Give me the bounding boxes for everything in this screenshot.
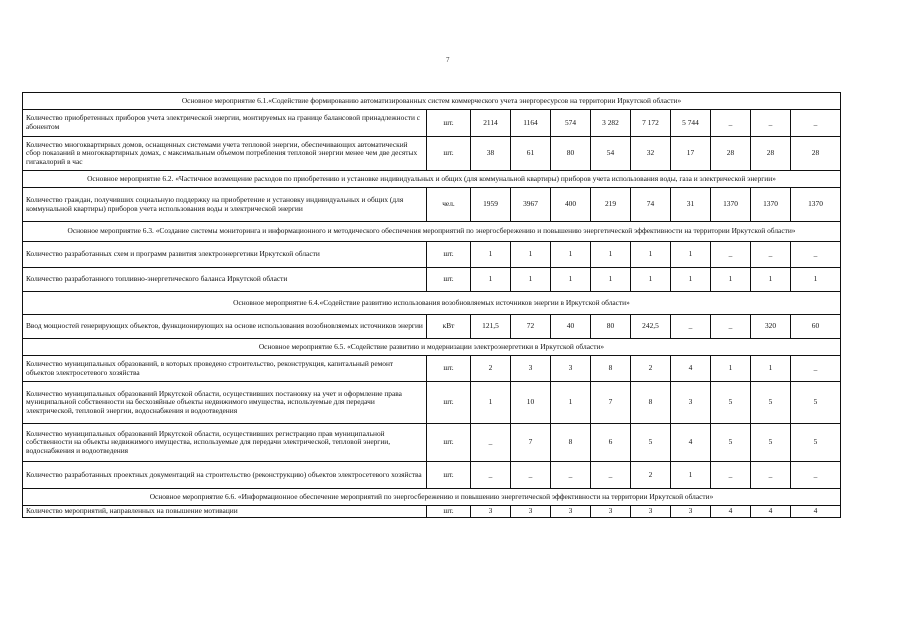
- value-cell: 1: [471, 382, 511, 424]
- indicator-label: Количество разработанных проектных документаций на строительство (реконструкцию) объектов электросетевого хозяйства: [23, 462, 427, 489]
- value-cell: 1: [591, 268, 631, 292]
- section-title: Основное мероприятие 6.4.«Содействие развитию использования возобновляемых источников энергии в Иркутской области»: [23, 292, 841, 315]
- unit-cell: шт.: [427, 137, 471, 171]
- value-cell: _: [791, 110, 841, 137]
- indicator-label: Количество муниципальных образований, в которых проведено строительство, реконструкция, капитальный ремонт объектов электросетевого хозяйства: [23, 356, 427, 382]
- value-cell: _: [711, 242, 751, 268]
- value-cell: 5: [711, 382, 751, 424]
- value-cell: 1: [751, 268, 791, 292]
- indicator-label: Количество мероприятий, направленных на повышение мотивации: [23, 506, 427, 518]
- value-cell: 1: [711, 268, 751, 292]
- value-cell: 40: [551, 315, 591, 339]
- value-cell: 3: [671, 506, 711, 518]
- value-cell: 1959: [471, 188, 511, 222]
- value-cell: 1370: [791, 188, 841, 222]
- indicator-label: Количество разработанных схем и программ развития электроэнергетики Иркутской области: [23, 242, 427, 268]
- value-cell: 74: [631, 188, 671, 222]
- value-cell: 1: [631, 268, 671, 292]
- unit-cell: шт.: [427, 462, 471, 489]
- value-cell: 54: [591, 137, 631, 171]
- section-title: Основное мероприятие 6.2. «Частичное возмещение расходов по приобретению и установке индивидуальных и общих (для коммунальной квартиры) приборов учета использования воды, газа и электрической энергии»: [23, 171, 841, 188]
- section-title: Основное мероприятие 6.1.«Содействие формированию автоматизированных систем коммерческого учета энергоресурсов на территории Иркутской области»: [23, 93, 841, 110]
- value-cell: 60: [791, 315, 841, 339]
- value-cell: 1: [551, 268, 591, 292]
- unit-cell: шт.: [427, 110, 471, 137]
- section-row: [23, 292, 841, 315]
- table-row: [23, 137, 841, 171]
- value-cell: 1370: [711, 188, 751, 222]
- value-cell: 72: [511, 315, 551, 339]
- section-title: Основное мероприятие 6.3. «Создание системы мониторинга и информационного и методического обеспечения мероприятий по энергосбережению и повышению энергетической эффективности на территории Иркутской области»: [23, 222, 841, 242]
- value-cell: 3: [511, 506, 551, 518]
- table-row: [23, 506, 841, 518]
- value-cell: _: [711, 315, 751, 339]
- value-cell: _: [791, 242, 841, 268]
- unit-cell: шт.: [427, 356, 471, 382]
- value-cell: 1: [551, 242, 591, 268]
- value-cell: 1164: [511, 110, 551, 137]
- value-cell: _: [751, 110, 791, 137]
- value-cell: 1: [671, 462, 711, 489]
- table-row: [23, 382, 841, 424]
- value-cell: 32: [631, 137, 671, 171]
- value-cell: _: [551, 462, 591, 489]
- value-cell: 4: [751, 506, 791, 518]
- value-cell: 17: [671, 137, 711, 171]
- indicator-label: Количество муниципальных образований Иркутской области, осуществивших регистрацию прав муниципальной собственности на объекты недвижимого имущества, используемые для передачи электрической, тепловой энергии, водоснабжения и водоотведения: [23, 424, 427, 462]
- value-cell: _: [791, 462, 841, 489]
- value-cell: 5: [711, 424, 751, 462]
- unit-cell: шт.: [427, 242, 471, 268]
- section-row: [23, 339, 841, 356]
- value-cell: _: [711, 462, 751, 489]
- unit-cell: кВт: [427, 315, 471, 339]
- value-cell: _: [751, 242, 791, 268]
- value-cell: _: [791, 356, 841, 382]
- table-row: [23, 242, 841, 268]
- value-cell: 61: [511, 137, 551, 171]
- table-row: [23, 356, 841, 382]
- value-cell: 28: [711, 137, 751, 171]
- value-cell: 3: [591, 506, 631, 518]
- table-row: [23, 188, 841, 222]
- value-cell: 3967: [511, 188, 551, 222]
- value-cell: 6: [591, 424, 631, 462]
- value-cell: 3: [551, 356, 591, 382]
- value-cell: 8: [591, 356, 631, 382]
- table-row: [23, 315, 841, 339]
- value-cell: _: [511, 462, 551, 489]
- value-cell: 28: [751, 137, 791, 171]
- value-cell: 8: [631, 382, 671, 424]
- value-cell: _: [671, 315, 711, 339]
- value-cell: 1: [471, 268, 511, 292]
- section-row: [23, 489, 841, 506]
- section-row: [23, 93, 841, 110]
- value-cell: 121,5: [471, 315, 511, 339]
- value-cell: 2: [631, 462, 671, 489]
- page-number: 7: [446, 56, 450, 64]
- value-cell: _: [471, 424, 511, 462]
- indicator-label: Ввод мощностей генерирующих объектов, функционирующих на основе использования возобновляемых источников энергии: [23, 315, 427, 339]
- value-cell: 219: [591, 188, 631, 222]
- value-cell: 3: [511, 356, 551, 382]
- indicators-table: [22, 92, 841, 518]
- value-cell: 3 282: [591, 110, 631, 137]
- value-cell: 4: [791, 506, 841, 518]
- value-cell: 10: [511, 382, 551, 424]
- value-cell: 3: [631, 506, 671, 518]
- value-cell: 1: [511, 242, 551, 268]
- value-cell: 574: [551, 110, 591, 137]
- value-cell: 1: [631, 242, 671, 268]
- value-cell: 1: [791, 268, 841, 292]
- value-cell: 38: [471, 137, 511, 171]
- value-cell: 5: [791, 382, 841, 424]
- value-cell: _: [711, 110, 751, 137]
- value-cell: 2: [471, 356, 511, 382]
- value-cell: 400: [551, 188, 591, 222]
- value-cell: 7: [511, 424, 551, 462]
- unit-cell: шт.: [427, 424, 471, 462]
- value-cell: 1: [471, 242, 511, 268]
- value-cell: 3: [551, 506, 591, 518]
- table-row: [23, 110, 841, 137]
- table-row: [23, 462, 841, 489]
- value-cell: 8: [551, 424, 591, 462]
- value-cell: 3: [471, 506, 511, 518]
- value-cell: 320: [751, 315, 791, 339]
- value-cell: 5: [751, 424, 791, 462]
- value-cell: 1370: [751, 188, 791, 222]
- unit-cell: чел.: [427, 188, 471, 222]
- value-cell: 1: [711, 356, 751, 382]
- value-cell: 1: [591, 242, 631, 268]
- value-cell: 7 172: [631, 110, 671, 137]
- value-cell: 2: [631, 356, 671, 382]
- value-cell: 1: [671, 242, 711, 268]
- table-row: [23, 424, 841, 462]
- value-cell: 31: [671, 188, 711, 222]
- value-cell: 1: [511, 268, 551, 292]
- table-row: [23, 268, 841, 292]
- section-title: Основное мероприятие 6.6. «Информационное обеспечение мероприятий по энергосбережению и повышению энергетической эффективности на территории Иркутской области»: [23, 489, 841, 506]
- value-cell: _: [591, 462, 631, 489]
- value-cell: 7: [591, 382, 631, 424]
- indicator-label: Количество граждан, получивших социальную поддержку на приобретение и установку индивидуальных и общих (для коммунальной квартиры) приборов учета использования воды и электрической энергии: [23, 188, 427, 222]
- unit-cell: шт.: [427, 268, 471, 292]
- indicator-label: Количество приобретенных приборов учета электрической энергии, монтируемых на границе балансовой принадлежности с абонентом: [23, 110, 427, 137]
- indicator-label: Количество многоквартирных домов, оснащенных системами учета тепловой энергии, обеспечивающих автоматический сбор показаний в многоквартирных домах, с максимальным объемом потребления тепловой энергии менее чем две десятых гигакалорий в час: [23, 137, 427, 171]
- indicator-label: Количество разработанного топливно-энергетического баланса Иркутской области: [23, 268, 427, 292]
- section-title: Основное мероприятие 6.5. «Содействие развитию и модернизации электроэнергетики в Иркутской области»: [23, 339, 841, 356]
- value-cell: 1: [551, 382, 591, 424]
- value-cell: 5: [631, 424, 671, 462]
- unit-cell: шт.: [427, 506, 471, 518]
- value-cell: 80: [591, 315, 631, 339]
- unit-cell: шт.: [427, 382, 471, 424]
- value-cell: 4: [671, 424, 711, 462]
- value-cell: 5: [751, 382, 791, 424]
- value-cell: 1: [751, 356, 791, 382]
- value-cell: 3: [671, 382, 711, 424]
- indicator-label: Количество муниципальных образований Иркутской области, осуществивших постановку на учет и оформление права муниципальной собственности на бесхозяйные объекты недвижимого имущества, используемые для передачи электрической, тепловой энергии, водоснабжения и водоотведения: [23, 382, 427, 424]
- value-cell: 5: [791, 424, 841, 462]
- value-cell: 4: [711, 506, 751, 518]
- value-cell: 2114: [471, 110, 511, 137]
- value-cell: 4: [671, 356, 711, 382]
- value-cell: 28: [791, 137, 841, 171]
- value-cell: _: [471, 462, 511, 489]
- section-row: [23, 171, 841, 188]
- value-cell: 1: [671, 268, 711, 292]
- section-row: [23, 222, 841, 242]
- value-cell: 242,5: [631, 315, 671, 339]
- value-cell: 80: [551, 137, 591, 171]
- value-cell: 5 744: [671, 110, 711, 137]
- value-cell: _: [751, 462, 791, 489]
